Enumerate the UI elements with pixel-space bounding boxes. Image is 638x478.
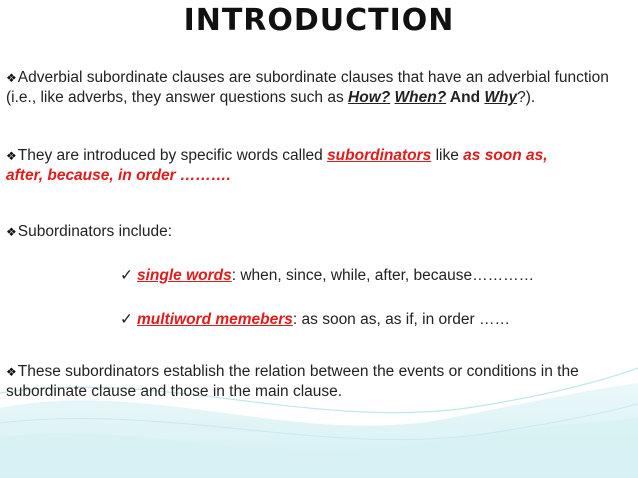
paragraph-adverbial: ❖Adverbial subordinate clauses are subordinate clauses that have an adverbial function (i.e., like adverbs, they answer questions such as How? When? And Why?). <box>6 69 609 106</box>
background-waves <box>0 338 638 478</box>
paragraph-introduced: ❖They are introduced by specific words called subordinators like as soon as, after, because, in order ………. <box>6 147 548 184</box>
paragraph-include: ❖Subordinators include: <box>6 223 173 240</box>
diamond-four-icon: ❖ <box>6 225 17 239</box>
diamond-four-icon: ❖ <box>6 149 17 163</box>
diamond-four-icon: ❖ <box>6 71 17 85</box>
term-subordinators: subordinators <box>327 147 432 164</box>
paragraph-relation: ❖These subordinators establish the relation between the events or conditions in the subordinate clause and those in the main clause. <box>6 363 579 400</box>
question-why: Why <box>484 89 518 106</box>
check-icon: ✓ <box>120 311 133 328</box>
check-icon: ✓ <box>120 267 133 284</box>
question-how: How? <box>348 89 391 106</box>
diamond-four-icon: ❖ <box>6 365 17 379</box>
check-item-single-words: ✓ single words: when, since, while, after, because………… <box>120 267 535 284</box>
subordinator-examples: as soon as, after, because, in order ………. <box>6 147 548 184</box>
check-item-multiword: ✓ multiword memebers: as soon as, as if, in order …… <box>120 311 510 328</box>
question-when: When? <box>394 89 447 106</box>
slide-title: INTRODUCTION <box>183 3 455 38</box>
